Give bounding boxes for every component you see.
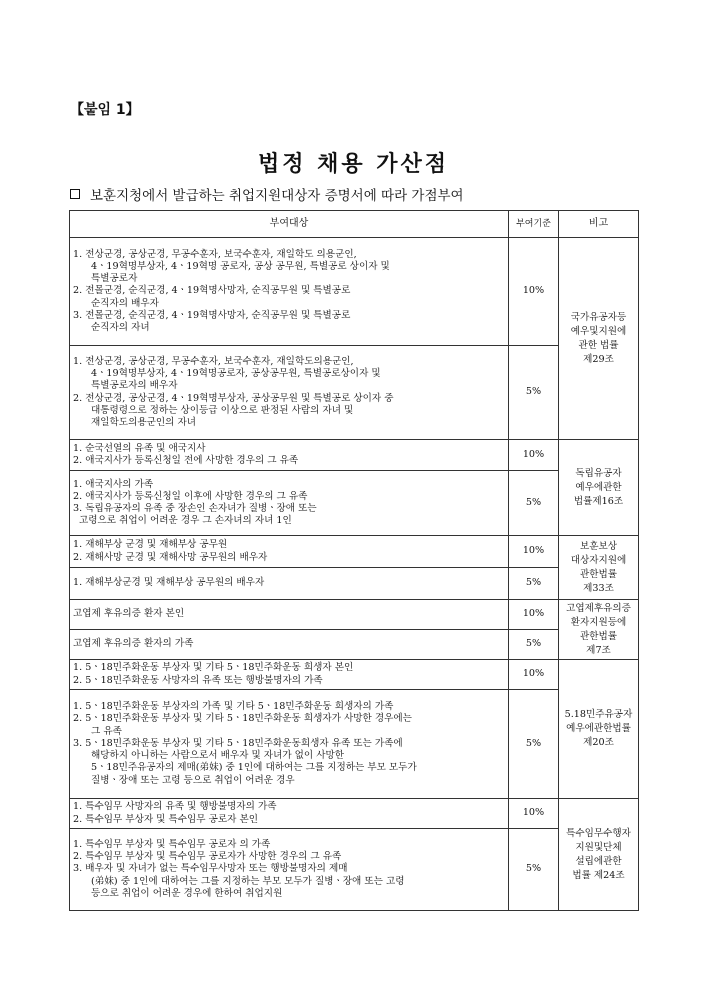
note-line: 설립에관한 — [575, 855, 622, 867]
target-cell — [70, 660, 509, 690]
note-line: 관한법률 — [579, 630, 618, 642]
ratio-cell: 10% — [509, 660, 559, 690]
note-line: 예우및지원에 — [570, 325, 627, 337]
cell-line: (弟妹) 중 1인에 대하여는 그를 지정하는 부모 모두가 질병ㆍ장애 또는 고령 — [91, 875, 405, 887]
header-target: 부여대상 — [70, 211, 509, 238]
note-line: 제7조 — [586, 644, 611, 656]
cell-line: 5ㆍ18민주유공자의 제매(弟妹) 중 1인에 대하여는 그를 지정하는 부모 모두가 — [91, 762, 417, 774]
note-line: 보훈보상 — [579, 540, 618, 552]
note-line: 환자지원등에 — [570, 616, 627, 628]
target-cell — [70, 799, 509, 829]
cell-line: 2. 전몰군경, 순직군경, 4ㆍ19혁명사망자, 순직공무원 및 특별공로 — [73, 285, 351, 297]
cell-line: 그 유족 — [91, 725, 122, 737]
cell-line: 고엽제 후유의증 환자의 가족 — [73, 638, 194, 650]
ratio-cell: 5% — [509, 568, 559, 600]
note-line: 예우에관한 — [575, 481, 622, 493]
note-cell — [559, 440, 639, 536]
ratio-cell: 10% — [509, 238, 559, 346]
cell-line: 1. 전상군경, 공상군경, 무공수훈자, 보국수훈자, 재일학도 의용군인, — [73, 248, 357, 260]
cell-line: 등으로 취업이 어려운 경우에 한하여 취업지원 — [91, 887, 283, 899]
cell-line: 재일학도의용군인의 자녀 — [91, 416, 196, 428]
header-note: 비고 — [559, 211, 639, 238]
note-line: 고엽제후유의증 — [566, 602, 631, 614]
cell-line: 2. 특수임무 부상자 및 특수임무 공로자가 사망한 경우의 그 유족 — [73, 851, 342, 863]
target-cell — [70, 440, 509, 471]
ratio-cell: 10% — [509, 799, 559, 829]
ratio-cell: 10% — [509, 536, 559, 568]
target-cell — [70, 238, 509, 346]
note-line: 제20조 — [583, 737, 614, 748]
cell-line: 2. 특수임무 부상자 및 특수임무 공로자 본인 — [73, 813, 258, 825]
cell-line: 2. 애국지사가 등록신청일 전에 사망한 경우의 그 유족 — [73, 455, 299, 466]
cell-line: 3. 배우자 및 자녀가 없는 특수임무사망자 또는 행방불명자의 제매 — [73, 863, 348, 875]
subtitle — [70, 184, 464, 204]
note-line: 예우에관한법률 — [566, 723, 631, 734]
target-cell — [70, 346, 509, 440]
table-row — [70, 238, 639, 346]
ratio-cell: 5% — [509, 630, 559, 660]
cell-line: 질병ㆍ장애 또는 고령 등으로 취업이 어려운 경우 — [91, 774, 295, 786]
ratio-cell: 5% — [509, 346, 559, 440]
target-cell — [70, 829, 509, 911]
subtitle-text: 보훈지청에서 발급하는 취업지원대상자 증명서에 따라 가점부여 — [90, 188, 464, 204]
note-cell — [559, 660, 639, 799]
cell-line: 1. 5ㆍ18민주화운동 부상자의 가족 및 기타 5ㆍ18민주화운동 희생자의 가족 — [73, 701, 394, 713]
cell-line: 고령으로 취업이 어려운 경우 그 손자녀의 자녀 1인 — [79, 515, 292, 527]
target-cell — [70, 600, 509, 630]
ratio-cell: 5% — [509, 690, 559, 799]
note-line: 5.18민주유공자 — [564, 709, 633, 720]
table-row — [70, 471, 639, 536]
note-line: 법률제16조 — [573, 495, 624, 507]
cell-line: 4ㆍ19혁명부상자, 4ㆍ19혁명공로자, 공상공무원, 특별공로상이자 및 — [91, 368, 381, 380]
cell-line: 1. 특수임무 사망자의 유족 및 행방불명자의 가족 — [73, 801, 277, 813]
table-row — [70, 536, 639, 568]
target-cell — [70, 690, 509, 799]
cell-line: 1. 5ㆍ18민주화운동 부상자 및 기타 5ㆍ18민주화운동 희생자 본인 — [73, 662, 354, 674]
ratio-cell: 10% — [509, 600, 559, 630]
note-cell — [559, 536, 639, 600]
target-cell — [70, 568, 509, 600]
table-row — [70, 346, 639, 440]
target-cell — [70, 471, 509, 536]
cell-line: 특별공로자의 배우자 — [91, 380, 178, 392]
table-row — [70, 568, 639, 600]
note-line: 관한 법률 — [578, 339, 619, 351]
cell-line: 4ㆍ19혁명부상자, 4ㆍ19혁명 공로자, 공상 공무원, 특별공로 상이자 및 — [91, 260, 390, 272]
note-line: 특수임무수행자 — [566, 827, 631, 839]
target-cell — [70, 536, 509, 568]
attachment-label: 【붙임 1】 — [70, 102, 140, 118]
cell-line: 1. 순국선열의 유족 및 애국지사 — [73, 442, 206, 454]
cell-line: 2. 5ㆍ18민주화운동 사망자의 유족 또는 행방불명자의 가족 — [73, 674, 323, 686]
table-row — [70, 690, 639, 799]
cell-line: 고엽제 후유의증 환자 본인 — [73, 608, 185, 620]
header-ratio: 부여기준 — [509, 211, 559, 238]
note-cell — [559, 600, 639, 660]
note-line: 제29조 — [583, 353, 614, 365]
table-row — [70, 440, 639, 471]
ratio-cell: 5% — [509, 471, 559, 536]
note-cell — [559, 799, 639, 911]
cell-line: 순직자의 배우자 — [91, 297, 159, 309]
table-row — [70, 799, 639, 829]
cell-line: 3. 전몰군경, 순직군경, 4ㆍ19혁명사망자, 순직공무원 및 특별공로 — [73, 309, 351, 321]
bonus-points-table — [69, 210, 639, 911]
ratio-cell: 10% — [509, 440, 559, 471]
note-line: 지원및단체 — [575, 841, 622, 853]
page-title: 법정 채용 가산점 — [257, 152, 450, 177]
cell-line: 2. 재해사망 군경 및 재해사망 공무원의 배우자 — [73, 551, 268, 563]
note-cell — [559, 238, 639, 440]
cell-line: 1. 전상군경, 공상군경, 무공수훈자, 보국수훈자, 재일학도의용군인, — [73, 355, 354, 367]
note-line: 제33조 — [583, 582, 614, 594]
cell-line: 1. 특수임무 부상자 및 특수임무 공로자 의 가족 — [73, 838, 271, 850]
note-line: 국가유공자등 — [570, 311, 627, 323]
target-cell — [70, 630, 509, 660]
cell-line: 1. 재해부상 군경 및 재해부상 공무원 — [73, 539, 228, 551]
note-line: 관한법률 — [579, 568, 618, 580]
cell-line: 해당하지 아니하는 사람으로서 배우자 및 자녀가 없이 사망한 — [91, 750, 345, 762]
ratio-cell: 5% — [509, 829, 559, 911]
cell-line: 대통령령으로 정하는 상이등급 이상으로 판정된 사람의 자녀 및 — [91, 404, 354, 416]
table-row — [70, 829, 639, 911]
table-header-row — [70, 211, 639, 238]
cell-line: 1. 애국지사의 가족 — [73, 478, 154, 490]
cell-line: 1. 재해부상군경 및 재해부상 공무원의 배우자 — [73, 577, 265, 589]
cell-line: 2. 전상군경, 공상군경, 4ㆍ19혁명부상자, 공상공무원 및 특별공로 상이자 중 — [73, 392, 394, 404]
cell-line: 3. 5ㆍ18민주화운동 부상자 및 기타 5ㆍ18민주화운동희생자 유족 또는 가족에 — [73, 737, 403, 749]
checkbox-square-icon — [70, 189, 80, 199]
cell-line: 2. 5ㆍ18민주화운동 부상자 및 기타 5ㆍ18민주화운동 희생자가 사망한 경우에는 — [73, 713, 412, 725]
note-line: 대상자지원에 — [570, 554, 627, 566]
table-row — [70, 630, 639, 660]
note-line: 법률 제24조 — [572, 869, 625, 881]
cell-line: 2. 애국지사가 등록신청일 이후에 사망한 경우의 그 유족 — [73, 490, 308, 502]
cell-line: 순직자의 자녀 — [91, 322, 150, 333]
cell-line: 특별공로자 — [91, 273, 138, 285]
table-row — [70, 660, 639, 690]
note-line: 독립유공자 — [575, 467, 622, 479]
table-row — [70, 600, 639, 630]
cell-line: 3. 독립유공자의 유족 중 장손인 손자녀가 질병ㆍ장애 또는 — [73, 503, 317, 514]
